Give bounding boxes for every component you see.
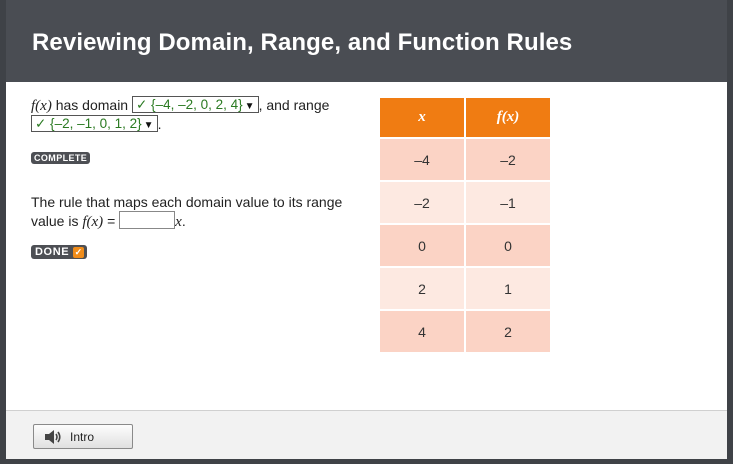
range-dropdown-value: ✓ {–2, –1, 0, 1, 2}	[35, 116, 142, 131]
function-table	[378, 96, 552, 354]
cell-fx: 0	[466, 225, 550, 266]
footer-bar	[6, 410, 727, 459]
content-area	[6, 82, 727, 410]
rule-end-text: .	[181, 213, 186, 229]
speaker-icon	[44, 429, 62, 445]
done-label: DONE	[35, 246, 70, 258]
rule-sentence	[31, 193, 366, 231]
checkmark-icon: ✓	[74, 246, 83, 257]
domain-range-sentence	[31, 96, 366, 133]
cell-fx: 2	[466, 311, 550, 352]
header-x: x	[380, 98, 464, 137]
app-frame	[6, 0, 727, 458]
cell-x: 0	[380, 225, 464, 266]
cell-x: 2	[380, 268, 464, 309]
header-fx: f(x)	[466, 98, 550, 137]
intro-button[interactable]	[33, 424, 133, 449]
cell-x: –4	[380, 139, 464, 180]
range-dropdown[interactable]	[31, 115, 158, 132]
rule-text: The rule that maps each domain value to its range value is	[31, 194, 343, 229]
complete-badge: COMPLETE	[31, 152, 90, 164]
cell-x: 4	[380, 311, 464, 352]
cell-fx: –1	[466, 182, 550, 223]
function-symbol: f(x)	[31, 98, 52, 114]
page-title: Reviewing Domain, Range, and Function Rules	[32, 29, 573, 56]
table-row	[380, 311, 550, 352]
domain-dropdown[interactable]	[132, 96, 259, 113]
table-row	[380, 225, 550, 266]
chevron-down-icon: ▼	[244, 101, 255, 112]
intro-label: Intro	[70, 429, 95, 444]
period-text: .	[157, 116, 162, 132]
cell-x: –2	[380, 182, 464, 223]
question-panel	[31, 96, 366, 259]
table-row	[380, 139, 550, 180]
has-domain-text: has domain	[51, 97, 132, 113]
equals-text: =	[103, 213, 120, 229]
coefficient-input[interactable]	[119, 211, 175, 229]
and-range-text: , and range	[258, 97, 330, 113]
table-row	[380, 268, 550, 309]
done-badge	[31, 245, 87, 259]
variable-x: x	[175, 214, 182, 230]
chevron-down-icon: ▼	[143, 120, 154, 131]
rule-function-symbol: f(x)	[82, 214, 104, 230]
domain-dropdown-value: ✓ {–4, –2, 0, 2, 4}	[136, 97, 243, 112]
cell-fx: 1	[466, 268, 550, 309]
header-bar	[6, 0, 727, 82]
cell-fx: –2	[466, 139, 550, 180]
table-row	[380, 182, 550, 223]
